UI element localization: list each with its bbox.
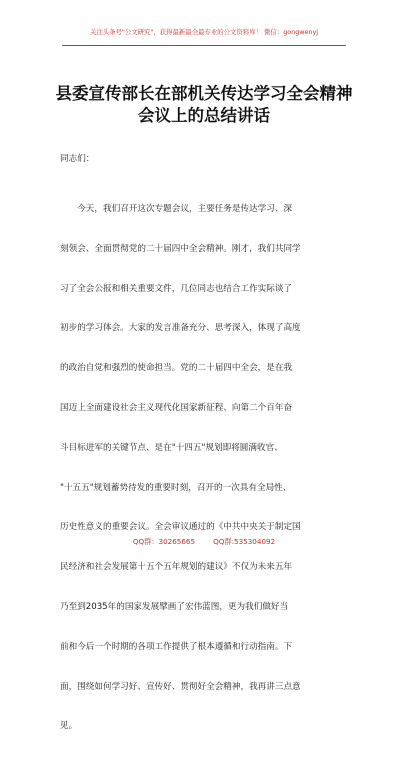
header-divider (62, 45, 346, 46)
body-line: 民经济和社会发展第十五个五年规划的建议》不仅为未来五年 (60, 562, 293, 573)
document-title (40, 83, 368, 127)
body-line: 斗目标进军的关键节点、是在"十四五"规划即将圆满收官、 (60, 442, 283, 453)
body-line: 前和今后一个时期的各项工作提供了根本遵循和行动指南。下 (60, 641, 293, 652)
body-line: 历史性意义的重要会议。全会审议通过的《中共中央关于制定国 (60, 522, 301, 533)
body-line: 习了全会公报和相关重要文件，几位同志也结合工作实际谈了 (60, 283, 293, 294)
body-line: 面，围绕如何学习好、宣传好、贯彻好全会精神，我再讲三点意 (60, 681, 301, 692)
body-line: 初步的学习体会。大家的发言准备充分、思考深入，体现了高度 (60, 323, 301, 334)
body-line: "十五五"规划蓄势待发的重要时刻，召开的一次具有全局性、 (60, 482, 292, 493)
body-line: 国迈上全面建设社会主义现代化国家新征程、向第二个百年奋 (60, 402, 293, 413)
title-line-1: 县委宣传部长在部机关传达学习全会精神 (55, 84, 353, 103)
body-line: 的政治自觉和强烈的使命担当。党的二十届四中全会，是在我 (60, 363, 293, 374)
footer-contact (0, 537, 408, 547)
footer-qq-group-1: QQ群：30265665 (132, 537, 196, 546)
salutation: 同志们： (60, 154, 95, 164)
body-paragraph (60, 180, 352, 757)
body-line: 刻领会、全面贯彻党的二十届四中全会精神。刚才，我们共同学 (60, 243, 301, 254)
header-notice: 关注头条号"公文研究"，获得最新最全最专业的公文资料库！ 微信：gongwenyj (89, 28, 319, 36)
body-line: 今天，我们召开这次专题会议，主要任务是传达学习、深 (60, 203, 293, 214)
body-line: 见。 (60, 721, 78, 732)
title-line-2: 会议上的总结讲话 (138, 106, 270, 125)
body-line: 乃至到2035年的国家发展擘画了宏伟蓝图，更为我们做好当 (60, 602, 289, 613)
footer-qq-group-2: QQ群:535304092 (213, 537, 276, 546)
